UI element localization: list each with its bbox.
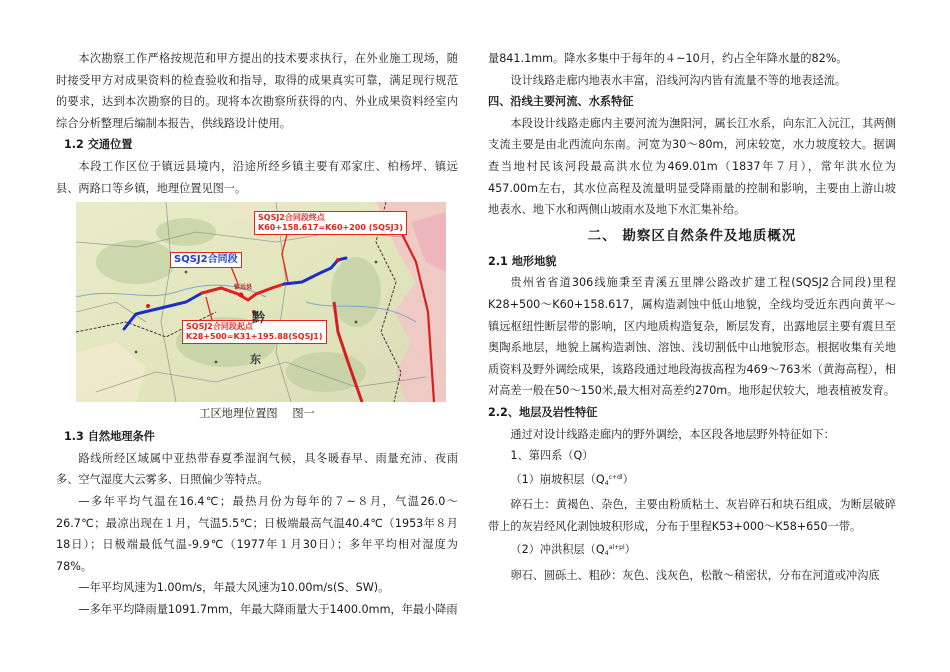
callout-start-title: SQSJ2合同段起点 [186, 322, 253, 332]
alluvial-subscript: 4 [604, 549, 609, 558]
callout-end-range: K60+158.617=K60+200 (SQSJ3) [258, 223, 403, 233]
rain-paragraph-continued: 量841.1mm。降水多集中于每年的４~10月，约占全年降水量的82%。 [488, 52, 848, 65]
callout-end-title: SQSJ2合同段终点 [258, 213, 325, 223]
climate-paragraph-3: —年平均风速为1.00m/s，年最大风速为10.00m/s(S、SW)。 [78, 581, 390, 595]
callout-end-point [254, 211, 407, 235]
map-label-province: 黔 [252, 311, 266, 327]
traffic-paragraph: 本段工作区位于镇远县境内，沿途所经乡镇主要有邓家庄、柏杨坪、镇远县、两路口等乡镇，地理位置见图一。 [56, 159, 458, 195]
callout-section: SQSJ2合同段 [170, 252, 242, 268]
colluvial-heading [488, 467, 896, 495]
pebble-paragraph: 卵石、圆砾土、粗砂：灰色、浅灰色，松散～稍密状，分布在河道或冲沟底 [510, 569, 880, 583]
section-heading-strata: 2.2、地层及岩性特征 [488, 405, 598, 419]
terrain-paragraph: 贵州省省道306线施秉至青溪五里牌公路改扩建工程(SQSJ2合同段)里程K28+500～K60+158.617，属构造剥蚀中低山地貌，全线均受近东西向黄平～镇远枢纽性断层带的影响，区内地质构造复杂，断层发育，出露地层主要有震旦至奥陶系地层，地貌上属构造剥蚀、溶蚀、浅切割低中山地貌形态。根据收集有关地质资料及野外调绘成果，该路段通过地段海拔高程为469～763米（黄海高程），相对高差一般在50～150米,最大相对高差约270m。地形起伏较大，地表植被发育。 [488, 276, 896, 398]
surface-water-paragraph: 设计线路走廊内地表水丰富，沿线河沟内皆有流量不等的地表迳流。 [510, 73, 847, 87]
alluvial-close: ） [624, 543, 636, 557]
alluvial-label: （2）冲洪积层（Q [510, 543, 605, 557]
intro-paragraph: 本次勘察工作严格按规范和甲方提出的技术要求执行，在外业施工现场，随时接受甲方对成果资料的检查验收和指导，取得的成果真实可靠，满足现行规范的要求，达到本次勘察的目的。现将本次勘察所获得的内、外业成果资料经室内综合分析整理后编制本报告，供线路设计使用。 [56, 52, 458, 130]
quaternary-heading: 1、第四系（Q） [510, 449, 594, 463]
map-label-zhenyuan: 镇远县 [234, 284, 253, 292]
figure-caption: 工区地理位置图 图一 [199, 407, 315, 421]
map-label-east: 东 [250, 353, 261, 367]
location-map [76, 202, 446, 402]
colluvial-superscript: c+dl [608, 473, 623, 481]
strata-intro-paragraph: 通过对设计线路走廊内的野外调绘，本区段各地层野外特征如下： [510, 427, 835, 441]
section-heading-traffic: 1.2 交通位置 [64, 138, 133, 152]
climate-paragraph-4: —多年平均降雨量1091.7mm，年最大降雨量大于1400.0mm，年最小降雨 [78, 602, 458, 616]
climate-paragraph-2: —多年平均气温在16.4℃；最热月份为每年的７~８月，气温26.0～26.7℃；最凉出现在１月，气温5.5℃；日极端最高气温40.4℃（1953年８月18日）；日极端最低气温-9.9℃（1977年１月30日）；多年平均相对湿度为78%。 [56, 494, 458, 573]
chapter-title: 二、 勘察区自然条件及地质概况 [587, 227, 797, 244]
colluvial-close: ） [622, 472, 634, 486]
right-column [488, 48, 896, 587]
colluvial-label: （1）崩坡积层（Q [510, 472, 605, 486]
colluvial-subscript: 4 [604, 478, 609, 487]
left-column [56, 48, 458, 621]
callout-start-range: K28+500=K31+195.88(SQSJ1) [186, 332, 323, 342]
climate-paragraph-1: 路线所经区域属中亚热带春夏季湿润气候，具冬暖春早、雨量充沛、夜雨多、空气湿度大云雾多、日照偏少等特点。 [56, 451, 458, 487]
section-heading-climate: 1.3 自然地理条件 [64, 430, 155, 444]
gravel-soil-paragraph: 碎石土：黄褐色、杂色，主要由粉质粘土、灰岩碎石和块石组成，为断层破碎带上的灰岩经风化剥蚀坡积形成，分布于里程K53+000～K58+650一带。 [488, 498, 896, 533]
alluvial-superscript: al+pl [608, 544, 625, 552]
rivers-paragraph: 本段设计线路走廊内主要河流为潕阳河，属长江水系，向东汇入沅江，其两侧支流主要是由北西流向东南。河宽为30～80m，河床较宽，水力坡度较大。据调查当地村民该河段最高洪水位为469.01m（1837年７月），常年洪水位为457.00m左右，其水位高程及流量明显受降雨量的控制和影响，主要由上游山坡地表水、地下水和两侧山坡雨水及地下水汇集补给。 [488, 116, 896, 217]
section-heading-terrain: 2.1 地形地貌 [488, 254, 557, 268]
alluvial-heading [488, 537, 896, 565]
section-heading-rivers: 四、沿线主要河流、水系特征 [488, 95, 634, 109]
